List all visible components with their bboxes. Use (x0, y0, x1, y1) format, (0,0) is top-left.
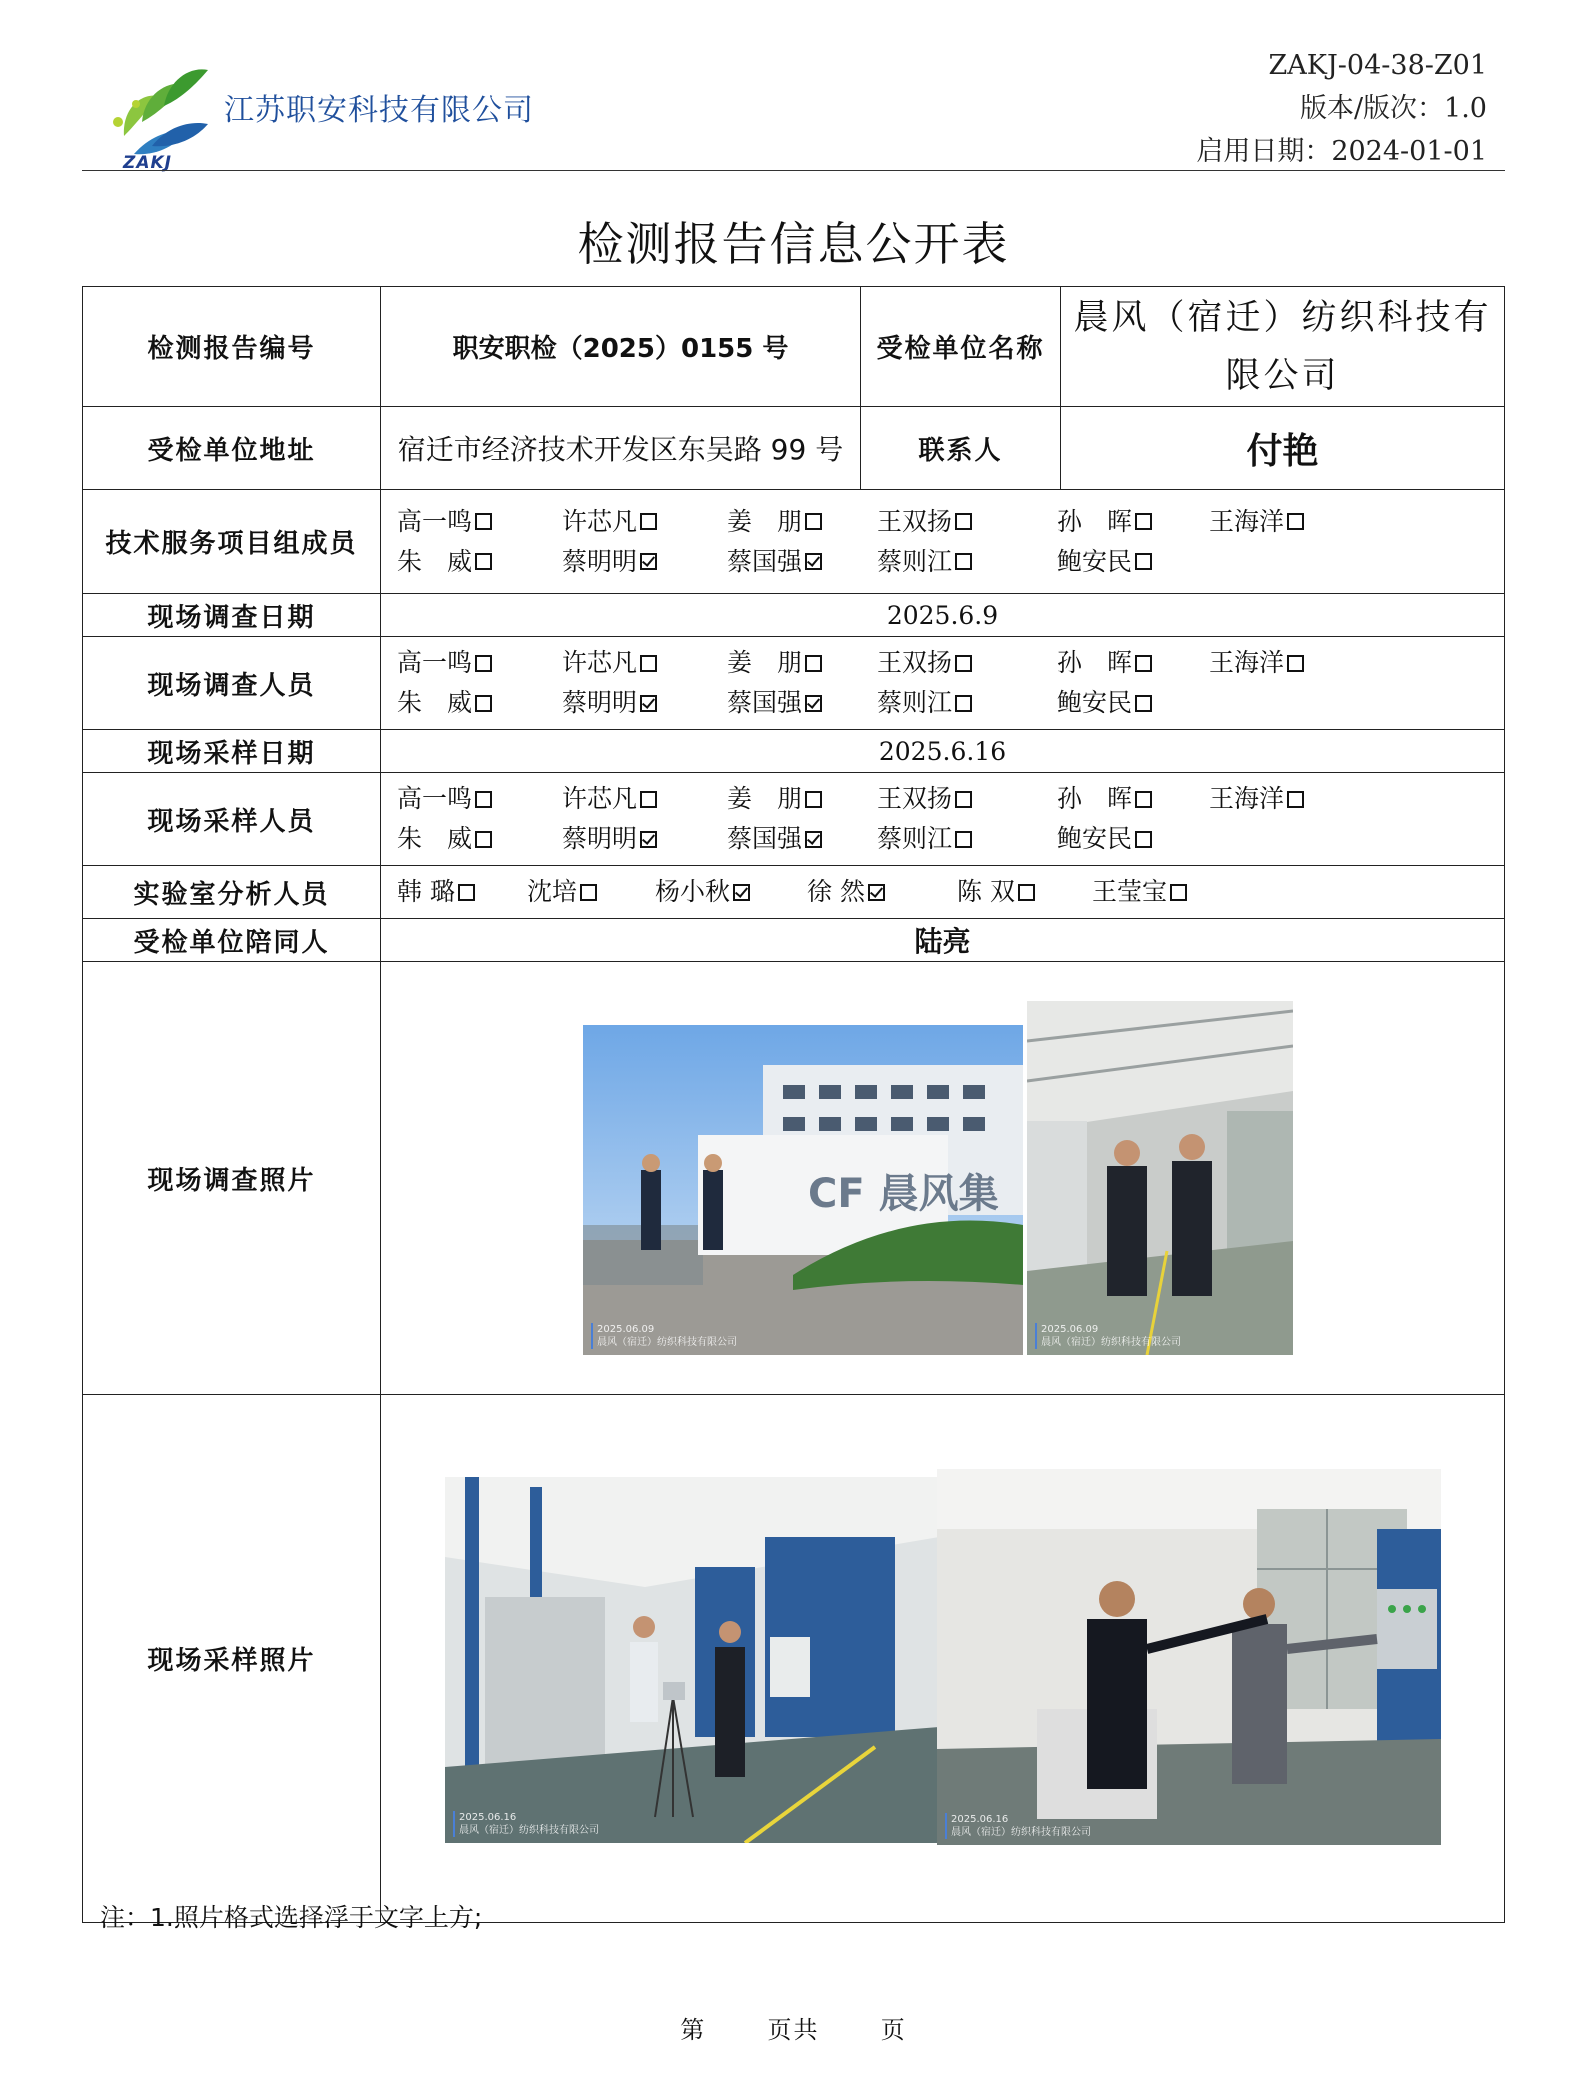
member-name: 王海洋 (1209, 506, 1285, 536)
member-item (877, 683, 972, 723)
page-title: 检测报告信息公开表 (577, 217, 1010, 271)
unchecked-box-icon[interactable] (805, 791, 822, 808)
name-row (397, 542, 1504, 582)
member-item (397, 502, 492, 542)
member-item (1057, 819, 1152, 859)
sampling-photo-control-panel-caption: 2025.06.16 晨风（宿迁）纺织科技有限公司 (945, 1813, 1091, 1839)
member-item (562, 683, 657, 723)
member-item (727, 643, 822, 683)
report-no-label: 检测报告编号 (83, 287, 381, 407)
member-name: 王双扬 (877, 506, 953, 536)
unchecked-box-icon[interactable] (1018, 884, 1035, 901)
unchecked-box-icon[interactable] (955, 831, 972, 848)
member-item (1057, 502, 1152, 542)
member-name: 鲍安民 (1057, 688, 1133, 717)
page-footer (0, 2010, 1587, 2045)
sampling-photo-control-panel-image (937, 1469, 1441, 1845)
member-name: 朱 威 (397, 824, 473, 853)
contact-person: 付艳 (1061, 407, 1505, 490)
member-item (397, 779, 492, 819)
member-name: 王双扬 (877, 784, 953, 813)
name-row (397, 683, 1504, 723)
member-name: 朱 威 (397, 688, 473, 717)
sampling-photo-machinery-caption: 2025.06.16 晨风（宿迁）纺织科技有限公司 (453, 1811, 599, 1837)
survey-photo-interior (1027, 1001, 1293, 1355)
sampling-photos-cell (381, 1395, 1505, 1923)
unchecked-box-icon[interactable] (1135, 791, 1152, 808)
survey-date-label: 现场调查日期 (83, 594, 381, 637)
checked-box-icon[interactable] (640, 553, 657, 570)
member-item (1092, 872, 1187, 912)
member-name: 蔡国强 (727, 824, 803, 853)
sampling-photo-machinery (445, 1477, 939, 1843)
name-row (397, 819, 1504, 859)
unchecked-box-icon[interactable] (955, 791, 972, 808)
member-name: 许芯凡 (562, 648, 638, 677)
lab-staff (381, 866, 1505, 919)
member-name: 鲍安民 (1057, 546, 1133, 576)
footer-page: 第 (680, 2016, 707, 2044)
member-item (727, 779, 822, 819)
checked-box-icon[interactable] (805, 553, 822, 570)
member-item (562, 643, 657, 683)
checked-box-icon[interactable] (805, 695, 822, 712)
member-name: 许芯凡 (562, 784, 638, 813)
team-members (381, 490, 1505, 594)
unchecked-box-icon[interactable] (955, 655, 972, 672)
member-item (655, 872, 750, 912)
unchecked-box-icon[interactable] (1135, 513, 1152, 530)
logo-wordmark: ZAKJ (123, 153, 172, 173)
unit-address-label: 受检单位地址 (83, 407, 381, 490)
unit-name-label: 受检单位名称 (861, 287, 1061, 407)
building-sign: CF 晨风集 (808, 1171, 999, 1217)
member-name: 高一鸣 (397, 506, 473, 536)
member-name: 高一鸣 (397, 784, 473, 813)
member-item (727, 683, 822, 723)
member-item (877, 502, 972, 542)
member-item (562, 779, 657, 819)
member-name: 蔡国强 (727, 688, 803, 717)
member-name: 韩 璐 (397, 877, 455, 906)
member-item (527, 872, 597, 912)
company-name: 江苏职安科技有限公司 (224, 93, 534, 128)
member-item (397, 872, 475, 912)
member-item (397, 819, 492, 859)
sampling-photo-control-panel (937, 1469, 1441, 1845)
footer-of: 页共 (767, 2016, 820, 2044)
unchecked-box-icon[interactable] (1170, 884, 1187, 901)
name-row (397, 779, 1504, 819)
member-item (877, 819, 972, 859)
member-item (727, 502, 822, 542)
checked-box-icon[interactable] (868, 884, 885, 901)
sampling-staff (381, 773, 1505, 866)
unchecked-box-icon[interactable] (640, 791, 657, 808)
member-item (1057, 643, 1152, 683)
survey-photo-exterior (583, 1025, 1023, 1355)
member-name: 鲍安民 (1057, 824, 1133, 853)
member-name: 杨小秋 (655, 877, 731, 906)
unchecked-box-icon[interactable] (1287, 513, 1304, 530)
lab-staff-label: 实验室分析人员 (83, 866, 381, 919)
unchecked-box-icon[interactable] (580, 884, 597, 901)
member-item (562, 542, 657, 582)
doc-version: 版本/版次：1.0 (1299, 93, 1487, 124)
member-item (1057, 779, 1152, 819)
name-row (397, 643, 1504, 683)
member-name: 蔡明明 (562, 688, 638, 717)
member-name: 姜 朋 (727, 648, 803, 677)
survey-photo-interior-caption: 2025.06.09 晨风（宿迁）纺织科技有限公司 (1035, 1323, 1181, 1349)
unchecked-box-icon[interactable] (955, 553, 972, 570)
header-divider (82, 170, 1505, 171)
member-item (1209, 643, 1304, 683)
escort-person: 陆亮 (381, 919, 1505, 962)
unchecked-box-icon[interactable] (1287, 655, 1304, 672)
report-no: 职安职检（2025）0155 号 (381, 287, 861, 407)
member-item (1209, 779, 1304, 819)
info-table (82, 286, 1505, 1923)
member-name: 朱 威 (397, 546, 473, 576)
unchecked-box-icon[interactable] (475, 655, 492, 672)
checked-box-icon[interactable] (805, 831, 822, 848)
sampling-date-label: 现场采样日期 (83, 730, 381, 773)
member-item (562, 819, 657, 859)
member-name: 孙 晖 (1057, 648, 1133, 677)
footer-pages: 页 (880, 2016, 907, 2044)
member-name: 蔡则江 (877, 688, 953, 717)
unchecked-box-icon[interactable] (475, 831, 492, 848)
member-name: 蔡则江 (877, 824, 953, 853)
document-meta (1196, 44, 1487, 173)
sampling-photos-label: 现场采样照片 (83, 1395, 381, 1923)
checked-box-icon[interactable] (733, 884, 750, 901)
unchecked-box-icon[interactable] (805, 655, 822, 672)
member-item (727, 819, 822, 859)
member-name: 蔡明明 (562, 824, 638, 853)
member-name: 王海洋 (1209, 784, 1285, 813)
member-item (397, 542, 492, 582)
checked-box-icon[interactable] (640, 831, 657, 848)
team-label: 技术服务项目组成员 (83, 490, 381, 594)
member-item (397, 683, 492, 723)
unchecked-box-icon[interactable] (640, 655, 657, 672)
unchecked-box-icon[interactable] (475, 695, 492, 712)
member-item (562, 502, 657, 542)
member-name: 孙 晖 (1057, 784, 1133, 813)
unchecked-box-icon[interactable] (955, 513, 972, 530)
member-name: 陈 双 (957, 877, 1015, 906)
contact-label: 联系人 (861, 407, 1061, 490)
unchecked-box-icon[interactable] (458, 884, 475, 901)
survey-photos-cell (381, 962, 1505, 1395)
footnote: 注：1.照片格式选择浮于文字上方; (100, 1903, 483, 1932)
member-item (727, 542, 822, 582)
member-item (877, 643, 972, 683)
member-name: 许芯凡 (562, 506, 638, 536)
survey-photos-label: 现场调查照片 (83, 962, 381, 1395)
sampling-staff-label: 现场采样人员 (83, 773, 381, 866)
survey-photo-exterior-image (583, 1025, 1023, 1355)
unchecked-box-icon[interactable] (475, 513, 492, 530)
checked-box-icon[interactable] (640, 695, 657, 712)
survey-photo-exterior-caption: 2025.06.09 晨风（宿迁）纺织科技有限公司 (591, 1323, 737, 1349)
unchecked-box-icon[interactable] (1135, 695, 1152, 712)
member-name: 蔡则江 (877, 546, 953, 576)
member-item (877, 779, 972, 819)
sampling-photo-machinery-image (445, 1477, 939, 1843)
survey-date: 2025.6.9 (381, 594, 1505, 637)
member-item (1057, 683, 1152, 723)
unchecked-box-icon[interactable] (1135, 655, 1152, 672)
unchecked-box-icon[interactable] (1135, 831, 1152, 848)
member-item (877, 542, 972, 582)
unchecked-box-icon[interactable] (805, 513, 822, 530)
unchecked-box-icon[interactable] (475, 791, 492, 808)
survey-staff (381, 637, 1505, 730)
unchecked-box-icon[interactable] (640, 513, 657, 530)
member-item (397, 643, 492, 683)
unchecked-box-icon[interactable] (1135, 553, 1152, 570)
member-item (1209, 502, 1304, 542)
member-name: 王双扬 (877, 648, 953, 677)
member-name: 姜 朋 (727, 784, 803, 813)
member-name: 蔡明明 (562, 546, 638, 576)
unchecked-box-icon[interactable] (475, 553, 492, 570)
name-row (397, 872, 1504, 912)
unchecked-box-icon[interactable] (955, 695, 972, 712)
survey-staff-label: 现场调查人员 (83, 637, 381, 730)
member-item (1057, 542, 1152, 582)
member-item (957, 872, 1035, 912)
name-row (397, 502, 1504, 542)
member-name: 徐 然 (807, 877, 865, 906)
member-name: 王海洋 (1209, 648, 1285, 677)
unchecked-box-icon[interactable] (1287, 791, 1304, 808)
unit-address: 宿迁市经济技术开发区东吴路 99 号 (381, 407, 861, 490)
member-name: 高一鸣 (397, 648, 473, 677)
member-name: 姜 朋 (727, 506, 803, 536)
member-name: 沈培 (527, 877, 578, 906)
member-name: 王莹宝 (1092, 877, 1168, 906)
member-item (807, 872, 885, 912)
member-name: 孙 晖 (1057, 506, 1133, 536)
member-name: 蔡国强 (727, 546, 803, 576)
unit-name: 晨风（宿迁）纺织科技有限公司 (1073, 297, 1492, 396)
sampling-date: 2025.6.16 (381, 730, 1505, 773)
survey-photo-interior-image (1027, 1001, 1293, 1355)
escort-label: 受检单位陪同人 (83, 919, 381, 962)
doc-code: ZAKJ-04-38-Z01 (1268, 50, 1487, 81)
doc-start-date: 启用日期：2024-01-01 (1196, 136, 1487, 167)
